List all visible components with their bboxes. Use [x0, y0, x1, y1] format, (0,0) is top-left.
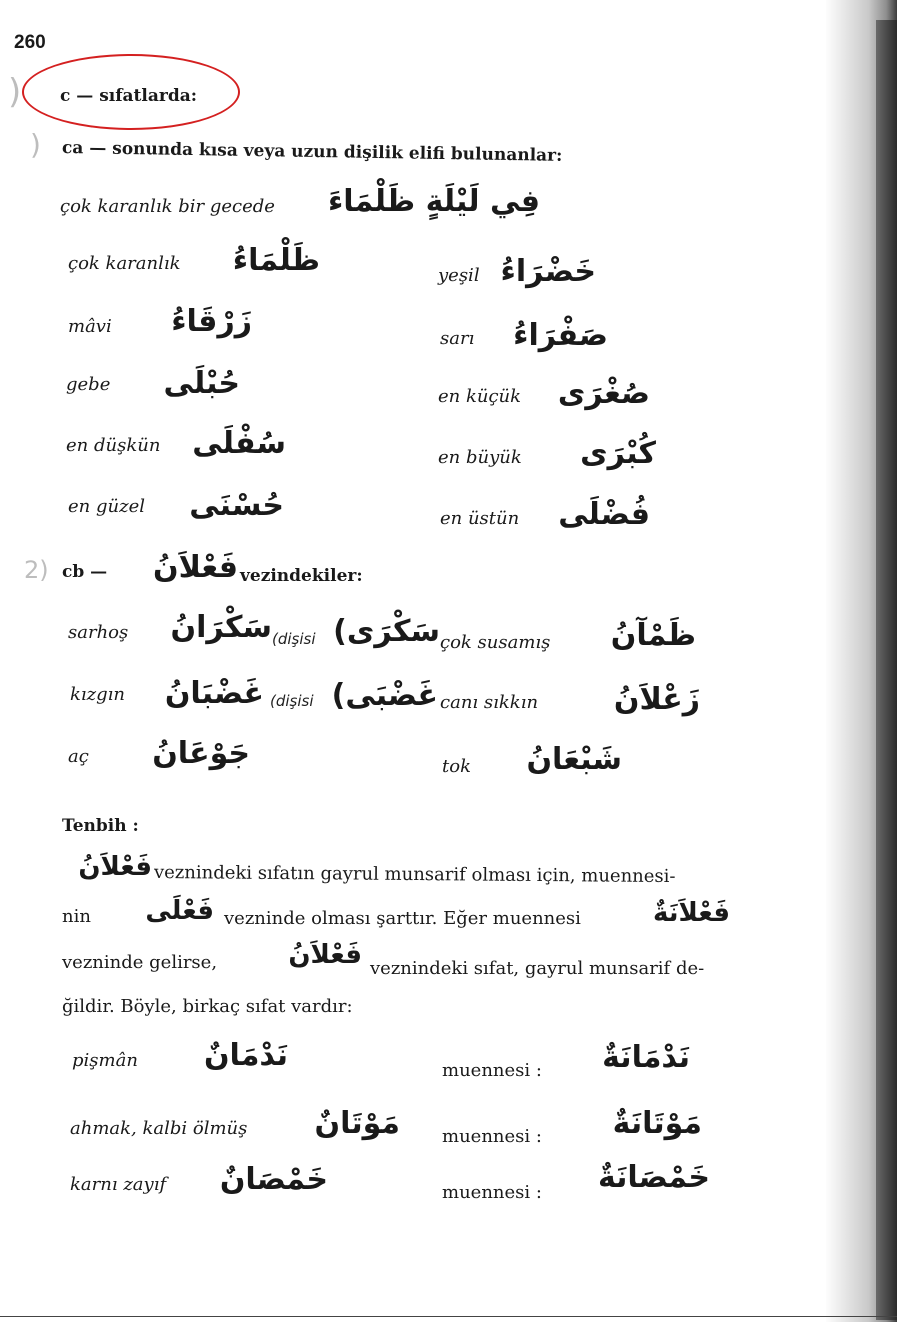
tenbih-line-4: ğildir. Böyle, birkaç sıfat vardır:: [62, 996, 353, 1017]
word-turkish: yeşil: [438, 265, 480, 286]
exception-feminine: نَدْمَانَةٌ: [602, 1040, 690, 1075]
word-arabic: صُغْرَى: [557, 376, 650, 411]
cb-arabic: سَكْرَانُ: [170, 610, 272, 645]
cb-arabic: غَضْبَانُ: [164, 676, 264, 711]
word-arabic: ظَلْمَاءُ: [232, 243, 320, 278]
exception-turkish: karnı zayıf: [70, 1174, 167, 1195]
tenbih-line-2: vezninde olması şarttır. Eğer muennesi: [224, 908, 581, 929]
cb-turkish: sarhoş: [68, 622, 129, 643]
word-turkish: sarı: [440, 328, 475, 349]
cb-note: (dişisi: [272, 630, 316, 648]
tenbih-arabic: فَعْلاَنُ: [288, 940, 362, 970]
section-ca-heading: ca — sonunda kısa veya uzun dişilik elifi bulunanlar:: [61, 138, 563, 166]
exception-feminine: مَوْتَانَةٌ: [612, 1106, 702, 1141]
cb-turkish-2: canı sıkkın: [440, 692, 539, 713]
tenbih-line-3-start: vezninde gelirse,: [62, 952, 218, 973]
word-arabic: خَضْرَاءُ: [500, 254, 596, 289]
exception-arabic: خَمْصَانٌ: [219, 1162, 328, 1197]
exception-label: muennesi :: [442, 1060, 542, 1081]
cb-arabic-2: شَبْعَانُ: [526, 742, 622, 777]
word-turkish: en küçük: [438, 386, 522, 407]
section-cb-suffix: vezindekiler:: [240, 566, 363, 586]
word-turkish: en büyük: [438, 447, 522, 468]
book-binding-edge: [876, 20, 897, 1320]
exception-feminine: خَمْصَانَةٌ: [597, 1160, 710, 1195]
tenbih-line-1: veznindeki sıfatın gayrul munsarif olması için, muennesi-: [153, 862, 676, 888]
exception-turkish: pişmân: [72, 1050, 138, 1071]
cb-feminine: غَضْبَى): [331, 678, 438, 713]
section-cb-pattern: فَعْلاَنُ: [153, 550, 238, 585]
example-arabic: فِي لَيْلَةٍ ظَلْمَاءَ: [327, 184, 540, 219]
word-arabic: سُفْلَى: [192, 426, 286, 461]
word-arabic: كُبْرَى: [580, 436, 656, 471]
cb-turkish-2: çok susamış: [440, 632, 551, 653]
cb-note: (dişisi: [270, 692, 314, 710]
tenbih-arabic: فَعْلاَنَةٌ: [653, 898, 730, 928]
exception-label: muennesi :: [442, 1182, 542, 1203]
word-turkish: en düşkün: [66, 435, 161, 456]
page-number: 260: [14, 32, 46, 53]
word-turkish: gebe: [66, 374, 111, 395]
tenbih-arabic: فَعْلاَنُ: [78, 852, 152, 882]
exception-turkish: ahmak, kalbi ölmüş: [70, 1118, 248, 1139]
cb-arabic-2: زَعْلاَنُ: [613, 682, 700, 717]
exception-label: muennesi :: [442, 1126, 542, 1147]
cb-turkish: aç: [68, 746, 89, 767]
word-turkish: en güzel: [68, 496, 145, 517]
pencil-mark: ): [30, 128, 41, 161]
word-arabic: حُبْلَى: [163, 366, 240, 401]
word-turkish: mâvi: [68, 316, 112, 337]
cb-arabic-2: ظَمْآنُ: [610, 618, 696, 653]
cb-arabic: جَوْعَانُ: [152, 736, 250, 771]
cb-turkish: kızgın: [70, 684, 126, 705]
pencil-mark: 2): [24, 556, 49, 584]
word-arabic: حُسْنَى: [189, 488, 284, 523]
word-arabic: زَرْقَاءُ: [171, 304, 252, 339]
tenbih-line-2-start: nin: [62, 906, 91, 927]
example-turkish: çok karanlık bir gecede: [60, 196, 275, 217]
page-bottom-edge: [0, 1316, 897, 1317]
word-arabic: صَفْرَاءُ: [513, 318, 608, 353]
exception-arabic: نَدْمَانٌ: [203, 1038, 288, 1073]
word-turkish: en üstün: [440, 508, 520, 529]
cb-feminine: سَكْرَى): [333, 614, 440, 649]
pencil-mark: ): [8, 72, 22, 112]
cb-turkish-2: tok: [442, 756, 471, 777]
tenbih-title: Tenbih :: [62, 816, 139, 836]
word-turkish: çok karanlık: [68, 253, 181, 274]
tenbih-line-3: veznindeki sıfat, gayrul munsarif de-: [370, 958, 705, 979]
tenbih-arabic: فَعْلَى: [145, 896, 214, 926]
section-c-heading: c — sıfatlarda:: [60, 86, 198, 106]
section-cb-prefix: cb —: [62, 562, 108, 582]
exception-arabic: مَوْتَانٌ: [314, 1106, 400, 1141]
word-arabic: فُضْلَى: [558, 497, 650, 532]
